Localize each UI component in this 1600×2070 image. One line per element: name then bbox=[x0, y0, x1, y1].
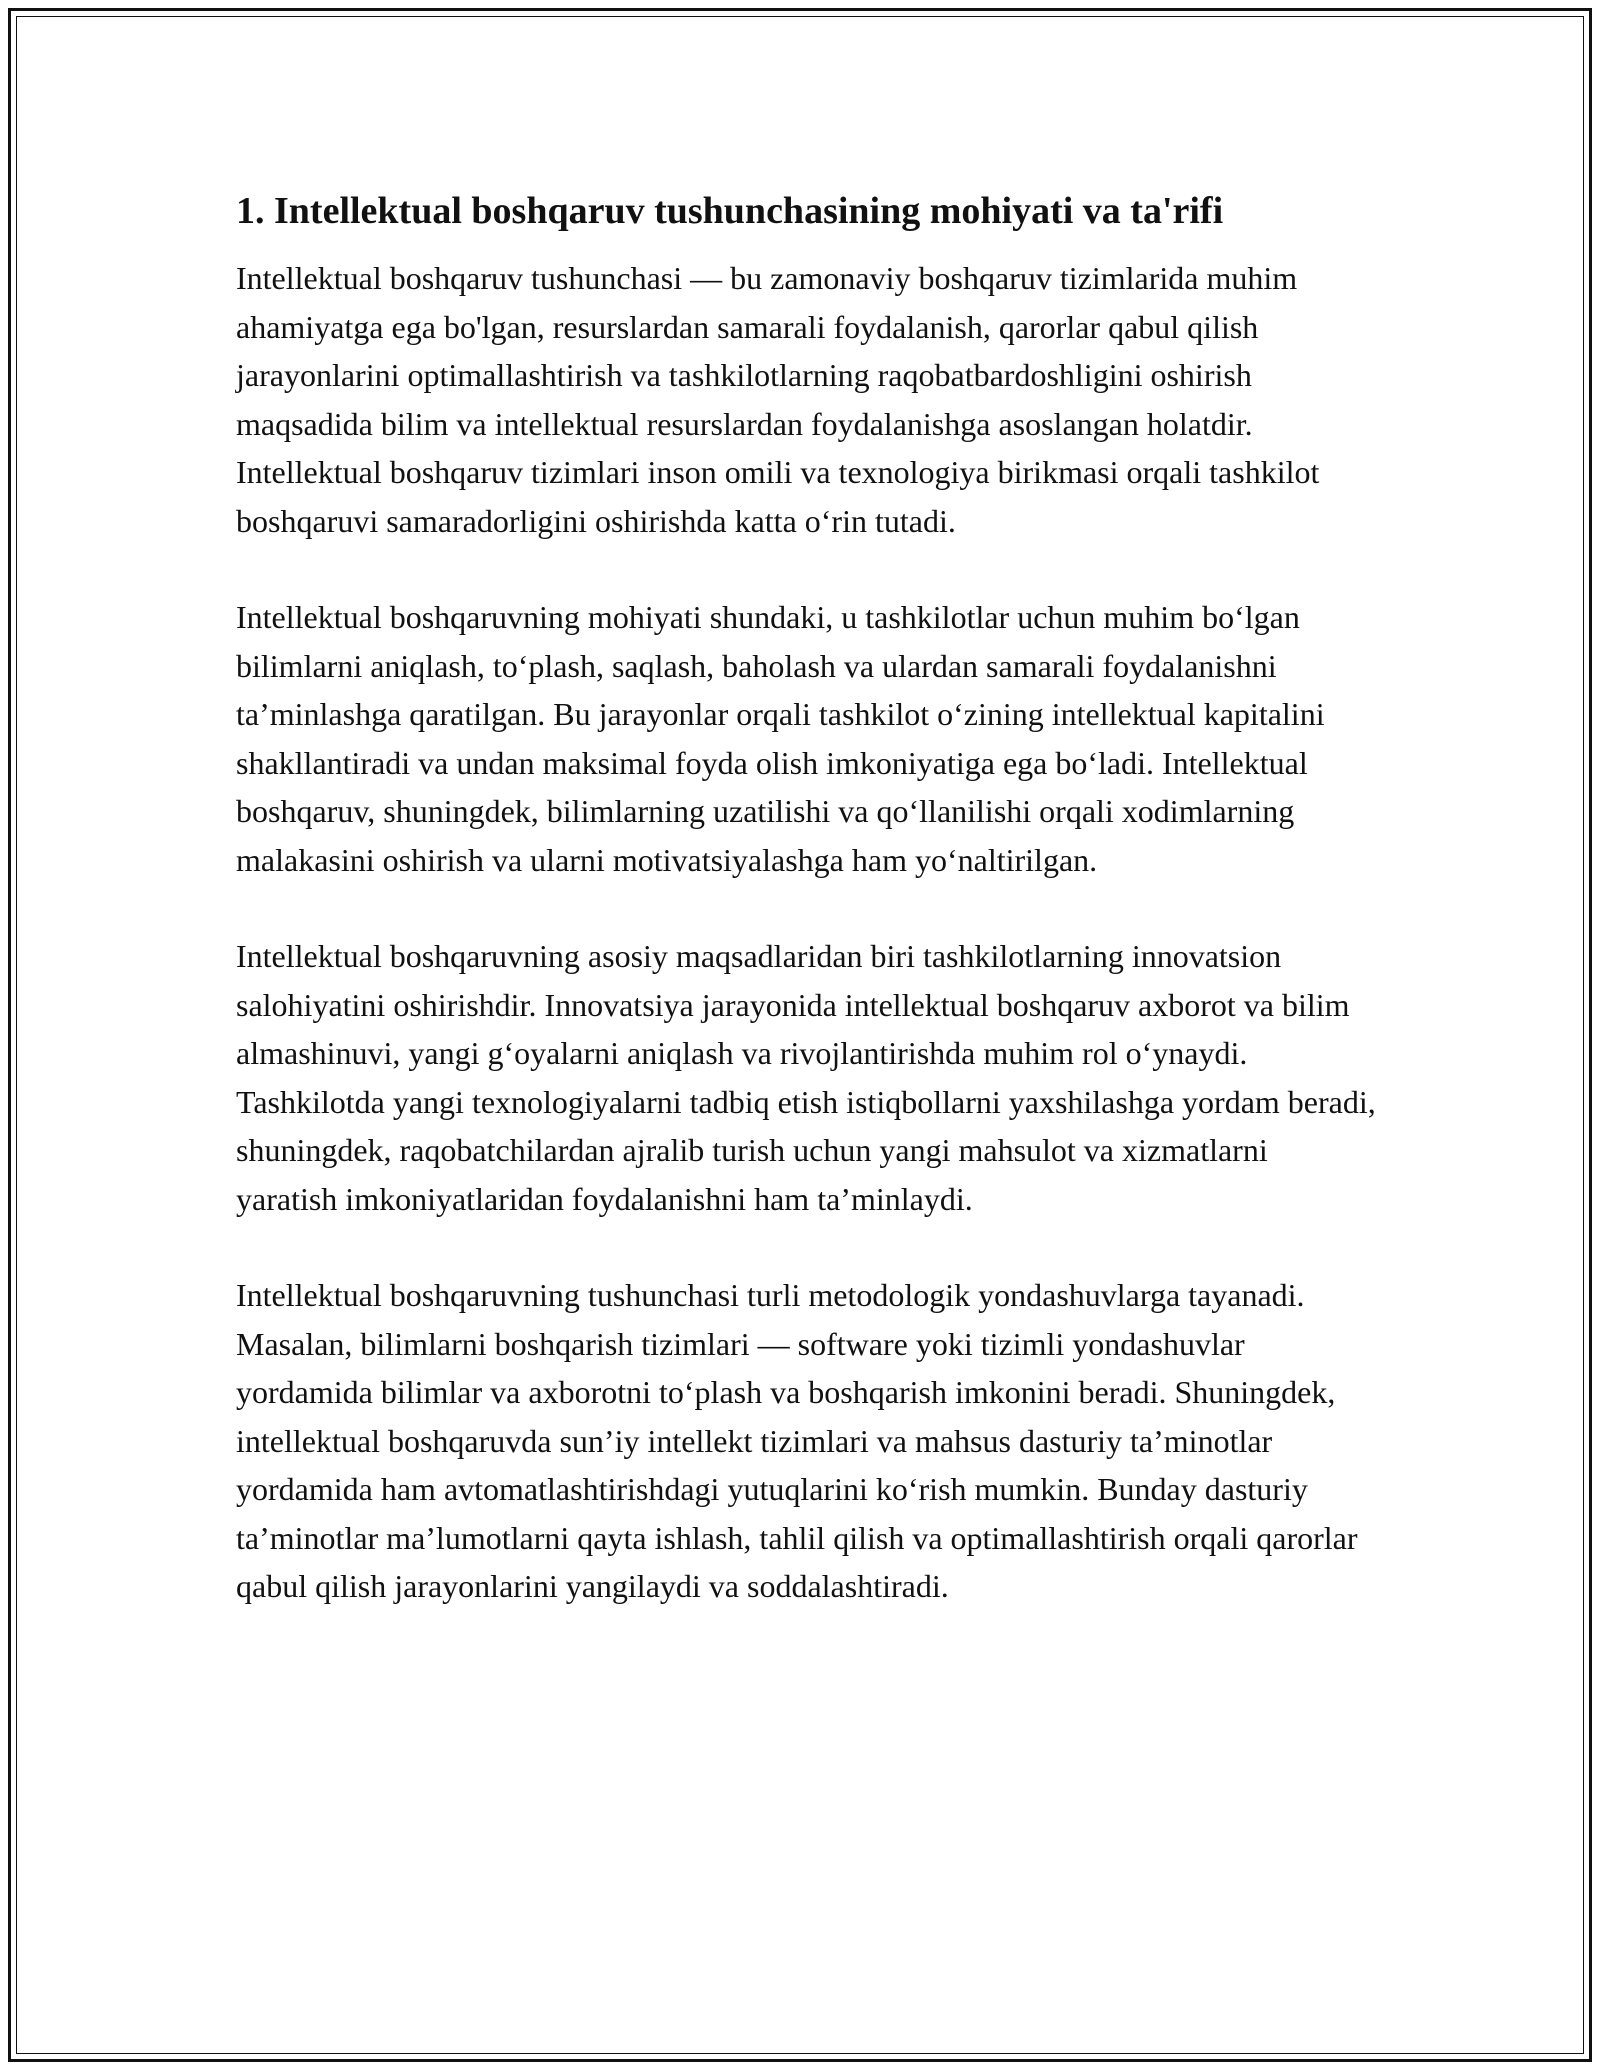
section-title: 1. Intellektual boshqaruv tushunchasining mohiyati va ta'rifi bbox=[236, 190, 1224, 232]
paragraph-1: Intellektual boshqaruv tushunchasi — bu zamonaviy boshqaruv tizimlarida muhim ahamiyatga ega bo'lgan, resurslardan samarali foydalanish, qarorlar qabul qilish jarayonlarini optimallashtirish va tashkilotlarning raqobatbardoshligini oshirish maqsadida bilim va intellektual resurslardan foydalanishga asoslangan holatdir. Intellektual boshqaruv tizimlari inson omili va texnologiya birikmasi orqali tashkilot boshqaruvi samaradorligini oshirishda katta o‘rin tutadi. bbox=[236, 260, 1320, 539]
paragraph-3: Intellektual boshqaruvning asosiy maqsadlaridan biri tashkilotlarning innovatsion salohiyatini oshirishdir. Innovatsiya jarayonida intellektual boshqaruv axborot va bilim almashinuvi, yangi g‘oyalarni aniqlash va rivojlantirishda muhim rol o‘ynaydi. Tashkilotda yangi texnologiyalarni tadbiq etish istiqbollarni yaxshilashga yordam beradi, shuningdek, raqobatchilardan ajralib turish uchun yangi mahsulot va xizmatlarni yaratish imkoniyatlaridan foydalanishni ham ta’minlaydi. bbox=[236, 938, 1376, 1217]
document-body bbox=[236, 186, 1376, 1659]
paragraph-4: Intellektual boshqaruvning tushunchasi turli metodologik yondashuvlarga tayanadi. Masalan, bilimlarni boshqarish tizimlari — software yoki tizimli yondashuvlar yordamida bilimlar va axborotni to‘plash va boshqarish imkonini beradi. Shuningdek, intellektual boshqaruvda sun’iy intellekt tizimlari va mahsus dasturiy ta’minotlar yordamida ham avtomatlashtirishdagi yutuqlarini ko‘rish mumkin. Bunday dasturiy ta’minotlar ma’lumotlarni qayta ishlash, tahlil qilish va optimallashtirish orqali qarorlar qabul qilish jarayonlarini yangilaydi va soddalashtiradi. bbox=[236, 1277, 1358, 1604]
paragraph-2: Intellektual boshqaruvning mohiyati shundaki, u tashkilotlar uchun muhim bo‘lgan bilimlarni aniqlash, to‘plash, saqlash, baholash va ulardan samarali foydalanishni ta’minlashga qaratilgan. Bu jarayonlar orqali tashkilot o‘zining intellektual kapitalini shakllantiradi va undan maksimal foyda olish imkoniyatiga ega bo‘ladi. Intellektual boshqaruv, shuningdek, bilimlarning uzatilishi va qo‘llanilishi orqali xodimlarning malakasini oshirish va ularni motivatsiyalashga ham yo‘naltirilgan. bbox=[236, 599, 1325, 878]
